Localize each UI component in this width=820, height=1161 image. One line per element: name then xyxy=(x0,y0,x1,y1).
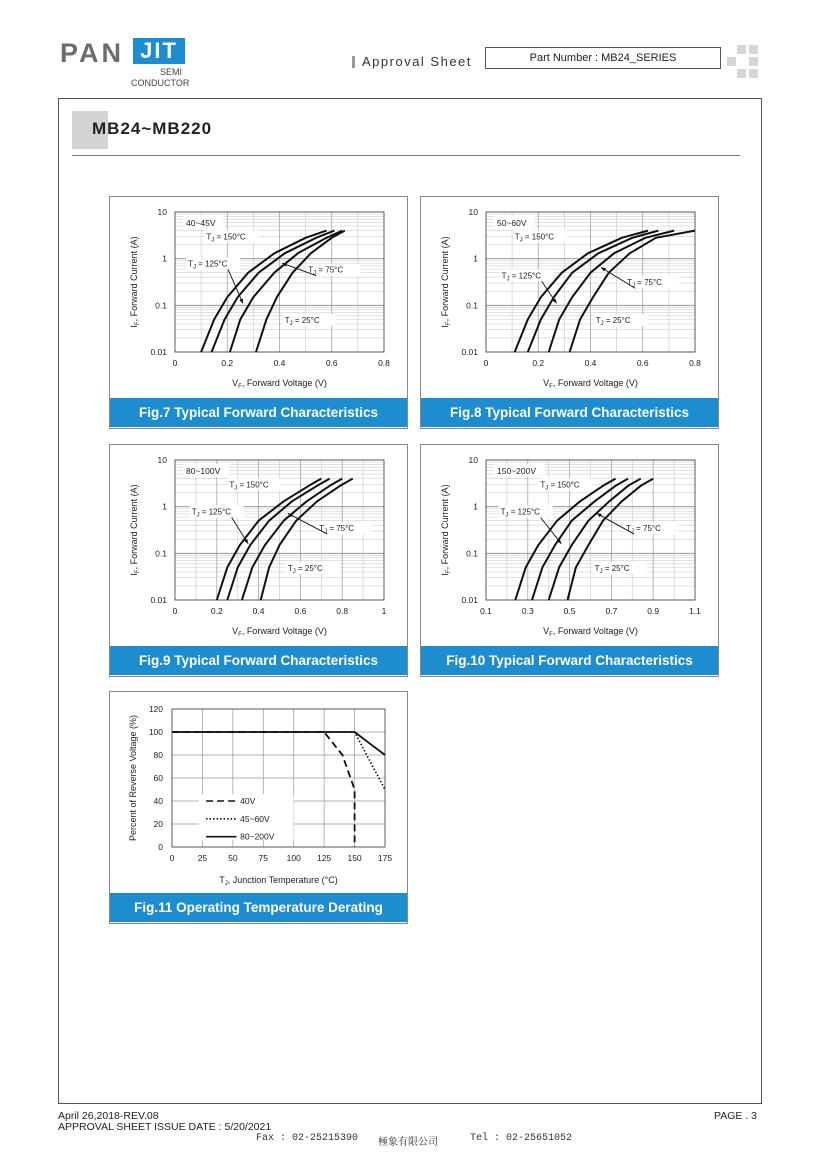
figure-8-chart xyxy=(421,197,718,397)
x-tick-label: 0.3 xyxy=(521,606,534,616)
derating-curve-solid xyxy=(172,732,385,755)
temp-label: $T_J = 150^\circ C$ xyxy=(514,232,555,244)
figure-7-chart xyxy=(110,197,407,397)
deco-square xyxy=(737,45,746,54)
temp-label: $T_J = 150^\circ C$ xyxy=(229,480,269,492)
x-tick-label: 0.6 xyxy=(636,358,649,368)
y-tick-label: 0.01 xyxy=(150,595,167,605)
voltage-range-label: 40~45V xyxy=(186,218,216,228)
x-tick-label: 0.6 xyxy=(325,358,338,368)
x-tick-label: 1 xyxy=(381,606,387,616)
figure-8-panel xyxy=(420,196,719,429)
x-tick-label: 125 xyxy=(317,853,332,863)
x-tick-label: 150 xyxy=(347,853,362,863)
temp-label: $T_J = 125^\circ C$ xyxy=(501,271,542,283)
temp-label: $T_J = 75^\circ C$ xyxy=(627,278,662,290)
deco-square xyxy=(737,69,746,78)
x-tick-label: 25 xyxy=(197,853,208,863)
logo-jit-badge: JIT xyxy=(133,38,185,64)
y-tick-label: 1 xyxy=(162,501,167,512)
y-tick-label: 1 xyxy=(473,253,478,264)
x-tick-label: 1.1 xyxy=(689,606,701,616)
y-tick-label: 1 xyxy=(162,253,167,264)
temp-label: $T_J = 150^\circ C$ xyxy=(206,232,246,244)
x-tick-label: 0.4 xyxy=(584,358,597,368)
part-number-box: Part Number : MB24_SERIES xyxy=(485,47,721,69)
y-tick-label: 0.1 xyxy=(155,548,167,559)
legend-label: 45~60V xyxy=(240,813,270,824)
temp-label: $T_J = 75^\circ C$ xyxy=(319,524,355,536)
legend-label: 80~200V xyxy=(240,831,275,842)
footer-company: 極象有限公司 xyxy=(378,1138,438,1149)
derating-curve-dotted xyxy=(172,732,385,790)
y-tick-label: 80 xyxy=(153,750,163,760)
x-tick-label: 0.2 xyxy=(221,358,234,368)
leader-line xyxy=(232,517,248,543)
voltage-range-label: 80~100V xyxy=(186,466,221,476)
footer-date-rev: April 26,2018-REV.08 xyxy=(58,1110,159,1122)
figure-9-caption: Fig.9 Typical Forward Characteristics xyxy=(110,646,407,675)
logo-conductor-text: CONDUCTOR xyxy=(131,78,190,88)
figure-11-panel xyxy=(109,691,408,924)
y-tick-label: 0.1 xyxy=(155,300,167,311)
x-tick-label: 100 xyxy=(286,853,301,863)
x-tick-label: 0.2 xyxy=(532,358,545,368)
y-tick-label: 60 xyxy=(153,773,163,783)
x-tick-label: 0.5 xyxy=(563,606,576,616)
figure-8-caption: Fig.8 Typical Forward Characteristics xyxy=(421,398,718,427)
x-tick-label: 0.8 xyxy=(336,606,349,616)
figure-9-chart xyxy=(110,445,407,645)
figure-7-panel xyxy=(109,196,408,429)
temp-label: $T_J = 25^\circ C$ xyxy=(595,315,631,327)
footer-fax: Fax : 02-25215390 xyxy=(256,1133,359,1144)
title-divider xyxy=(72,155,740,156)
y-axis-title: $I_F$, Forward Current (A) xyxy=(129,236,141,328)
x-tick-label: 175 xyxy=(377,853,393,863)
x-tick-label: 0.7 xyxy=(605,606,618,616)
deco-square xyxy=(749,57,758,66)
y-tick-label: 0.01 xyxy=(461,347,478,357)
legend-label: 40V xyxy=(240,796,256,806)
y-axis-title: $I_F$, Forward Current (A) xyxy=(440,484,452,576)
temp-label: $T_J = 150^\circ C$ xyxy=(540,480,580,492)
voltage-range-label: 150~200V xyxy=(497,466,536,476)
x-tick-label: 0 xyxy=(172,606,178,616)
x-tick-label: 75 xyxy=(258,853,269,863)
y-axis-title: Percent of Reverse Voltage (%) xyxy=(128,714,138,842)
x-tick-label: 0 xyxy=(483,358,489,368)
x-tick-label: 0.9 xyxy=(647,606,660,616)
y-tick-label: 10 xyxy=(157,455,167,465)
deco-square xyxy=(749,69,758,78)
y-tick-label: 10 xyxy=(468,207,478,217)
x-tick-label: 0.8 xyxy=(689,358,701,368)
figure-9-panel xyxy=(109,444,408,677)
arrow-head xyxy=(601,267,606,271)
figure-10-panel xyxy=(420,444,719,677)
y-tick-label: 20 xyxy=(153,819,163,829)
y-tick-label: 100 xyxy=(148,727,163,737)
x-axis-title: $V_F$, Forward Voltage (V) xyxy=(543,626,638,638)
y-axis-title: $I_F$, Forward Current (A) xyxy=(440,236,452,328)
x-tick-label: 0.6 xyxy=(294,606,307,616)
y-tick-label: 0 xyxy=(158,842,163,852)
temp-label: $T_J = 125^\circ C$ xyxy=(188,259,228,271)
x-tick-label: 0.8 xyxy=(378,358,390,368)
y-tick-label: 1 xyxy=(473,501,478,512)
y-axis-title: $I_F$, Forward Current (A) xyxy=(129,484,141,576)
y-tick-label: 0.01 xyxy=(461,595,478,605)
x-tick-label: 0.1 xyxy=(480,606,492,616)
temp-label: $T_J = 25^\circ C$ xyxy=(594,563,630,575)
voltage-range-label: 50~60V xyxy=(497,218,527,228)
logo-pan-text: PAN xyxy=(60,38,125,68)
temp-label: $T_J = 75^\circ C$ xyxy=(626,524,661,536)
figure-11-caption: Fig.11 Operating Temperature Derating xyxy=(110,893,407,922)
x-axis-title: $V_F$, Forward Voltage (V) xyxy=(543,378,638,390)
figure-10-caption: Fig.10 Typical Forward Characteristics xyxy=(421,646,718,675)
footer-tel: Tel : 02-25651052 xyxy=(470,1133,573,1144)
figure-11-chart xyxy=(110,692,407,892)
x-axis-title: $V_F$, Forward Voltage (V) xyxy=(232,378,327,390)
x-tick-label: 50 xyxy=(228,853,238,863)
x-tick-label: 0.4 xyxy=(273,358,286,368)
y-tick-label: 40 xyxy=(153,796,163,806)
figure-7-caption: Fig.7 Typical Forward Characteristics xyxy=(110,398,407,427)
leader-line xyxy=(228,269,243,303)
temp-label: $T_J = 125^\circ C$ xyxy=(500,507,540,519)
y-tick-label: 0.1 xyxy=(466,300,478,311)
y-tick-label: 10 xyxy=(157,207,167,217)
temp-label: $T_J = 125^\circ C$ xyxy=(191,507,232,519)
y-tick-label: 120 xyxy=(148,704,163,714)
figure-10-chart xyxy=(421,445,718,645)
logo-semi-text: SEMI xyxy=(160,67,183,77)
x-axis-title: $T_J$, Junction Temperature (°C) xyxy=(219,875,338,887)
approval-sheet-label: Approval Sheet xyxy=(362,54,472,69)
footer-issue-date: APPROVAL SHEET ISSUE DATE : 5/20/2021 xyxy=(58,1121,272,1133)
y-tick-label: 0.01 xyxy=(150,347,167,357)
x-tick-label: 0 xyxy=(172,358,178,368)
x-tick-label: 0.4 xyxy=(252,606,265,616)
y-tick-label: 0.1 xyxy=(466,548,478,559)
page-title: MB24~MB220 xyxy=(92,119,213,138)
temp-label: $T_J = 75^\circ C$ xyxy=(308,265,344,277)
deco-square xyxy=(727,57,736,66)
temp-label: $T_J = 25^\circ C$ xyxy=(284,315,320,327)
approval-marker xyxy=(352,56,355,68)
deco-square xyxy=(749,45,758,54)
leader-line xyxy=(541,517,562,543)
x-axis-title: $V_F$, Forward Voltage (V) xyxy=(232,626,327,638)
footer-page-number: PAGE . 3 xyxy=(714,1110,757,1122)
y-tick-label: 10 xyxy=(468,455,478,465)
x-tick-label: 0.2 xyxy=(210,606,223,616)
x-tick-label: 0 xyxy=(169,853,175,863)
temp-label: $T_J = 25^\circ C$ xyxy=(287,563,323,575)
